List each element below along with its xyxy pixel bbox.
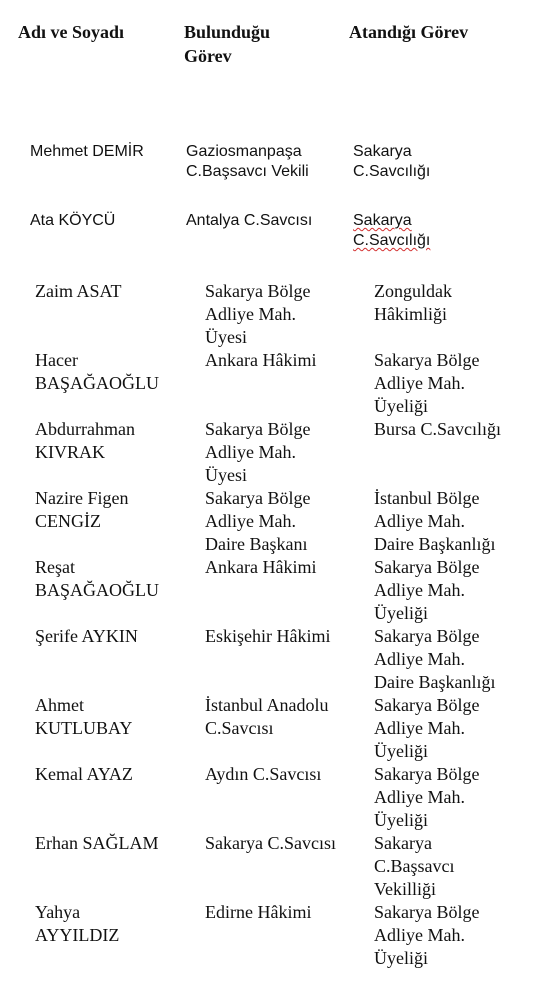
row-appointed-position: İstanbul Bölge Adliye Mah. Daire Başkanlığı: [374, 488, 496, 554]
row-name: Hacer BAŞAĞAOĞLU: [35, 350, 160, 393]
column-header-appointed-position: Atandığı Görev: [349, 22, 469, 42]
row-current-position: Gaziosmanpaşa C.Başsavcı Vekili: [186, 143, 309, 180]
row-appointed-position: Sakarya Bölge Adliye Mah. Üyeliği: [374, 557, 480, 623]
row-appointed-position: Sakarya Bölge Adliye Mah. Daire Başkanlığı: [374, 626, 496, 692]
row-appointed-position: Sakarya Bölge Adliye Mah. Üyeliği: [374, 350, 480, 416]
row-appointed-position: Sakarya C.Başsavcı Vekilliği: [374, 833, 455, 899]
row-name: Nazire Figen CENGİZ: [35, 488, 129, 531]
row-name: Kemal AYAZ: [35, 764, 133, 784]
row-name: Yahya AYYILDIZ: [35, 902, 120, 945]
row-name: Abdurrahman KIVRAK: [35, 419, 135, 462]
row-appointed-position: Sakarya Bölge Adliye Mah. Üyeliği: [374, 695, 480, 761]
row-current-position: Ankara Hâkimi: [205, 557, 317, 577]
row-appointed-position: Sakarya C.Savcılığı: [353, 143, 431, 180]
row-current-position: Eskişehir Hâkimi: [205, 626, 331, 646]
row-current-position: Antalya C.Savcısı: [186, 212, 313, 229]
row-current-position: Ankara Hâkimi: [205, 350, 317, 370]
row-appointed-position: Sakarya Bölge Adliye Mah. Üyeliği: [374, 764, 480, 830]
column-header-name: Adı ve Soyadı: [18, 22, 125, 42]
row-appointed-position: Bursa C.Savcılığı: [374, 419, 501, 439]
row-name: Ahmet KUTLUBAY: [35, 695, 133, 738]
row-name: Erhan SAĞLAM: [35, 833, 159, 853]
row-current-position: Sakarya Bölge Adliye Mah. Üyesi: [205, 281, 311, 347]
row-name: Mehmet DEMİR: [30, 143, 144, 160]
row-current-position: Sakarya Bölge Adliye Mah. Daire Başkanı: [205, 488, 311, 554]
row-name: Zaim ASAT: [35, 281, 122, 301]
row-appointed-position: Sakarya Bölge Adliye Mah. Üyeliği: [374, 902, 480, 968]
row-name: Reşat BAŞAĞAOĞLU: [35, 557, 160, 600]
row-current-position: Aydın C.Savcısı: [205, 764, 322, 784]
row-name: Şerife AYKIN: [35, 626, 138, 646]
column-header-current-position: Bulunduğu Görev: [184, 22, 271, 66]
row-current-position: İstanbul Anadolu C.Savcısı: [205, 695, 329, 738]
row-appointed-position: Sakarya C.Savcılığı: [353, 212, 431, 249]
row-appointed-position: Zonguldak Hâkimliği: [374, 281, 452, 324]
row-current-position: Edirne Hâkimi: [205, 902, 312, 922]
row-current-position: Sakarya C.Savcısı: [205, 833, 336, 853]
row-name: Ata KÖYCÜ: [30, 212, 116, 229]
row-current-position: Sakarya Bölge Adliye Mah. Üyesi: [205, 419, 311, 485]
